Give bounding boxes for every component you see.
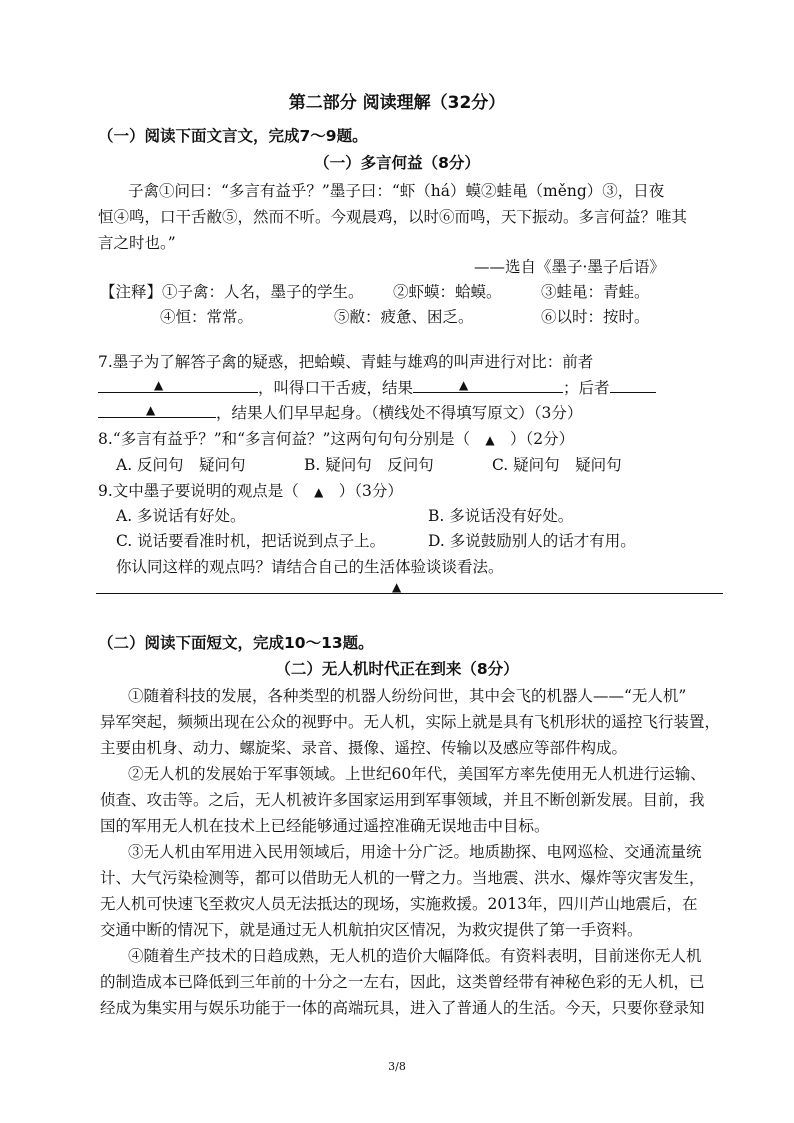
classical-text-line: 言之时也。” bbox=[98, 234, 176, 252]
answer-blank[interactable] bbox=[413, 376, 563, 393]
q9-followup: 你认同这样的观点吗？请结合自己的生活体验谈谈看法。 bbox=[116, 558, 504, 576]
q8-text: 8.“多言有益乎？”和“多言何益？”这两句句句分别是（ bbox=[98, 430, 470, 448]
q9-stem bbox=[98, 479, 403, 501]
note-item: ②虾蟆：蛤蟆。 bbox=[393, 283, 502, 301]
article-line: 主要由机身、动力、螺旋桨、录音、摄像、遥控、传输以及感应等部件构成。 bbox=[100, 739, 628, 757]
section2-title: （二）无人机时代正在到来（8分） bbox=[275, 660, 519, 678]
page-number: 3/8 bbox=[388, 1060, 406, 1073]
q8-stem bbox=[98, 427, 574, 449]
q7-line3 bbox=[98, 401, 582, 423]
answer-blank[interactable] bbox=[98, 376, 258, 393]
q9-option-a[interactable]: A. 多说话有好处。 bbox=[116, 507, 246, 525]
section1-heading: （一）阅读下面文言文，完成7～9题。 bbox=[98, 127, 368, 145]
q9-option-d[interactable]: D. 多说鼓励别人的话才有用。 bbox=[428, 532, 636, 550]
q7-text: ；后者 bbox=[563, 379, 610, 397]
article-line: 交通中断的情况下，就是通过无人机航拍灾区情况，为救灾提供了第一手资料。 bbox=[100, 921, 643, 939]
q9-text: ）（3分） bbox=[338, 482, 403, 500]
source-citation: ——选自《墨子·墨子后语》 bbox=[474, 258, 665, 276]
note-item: ⑥以时：按时。 bbox=[541, 308, 650, 326]
article-line: ④随着生产技术的日趋成熟，无人机的造价大幅降低。有资料表明，目前迷你无人机 bbox=[128, 947, 702, 965]
q8-option-b[interactable]: B. 疑问句 反问句 bbox=[304, 456, 434, 474]
article-line: 异军突起，频频出现在公众的视野中。无人机，实际上就是具有飞机形状的遥控飞行装置， bbox=[100, 713, 721, 731]
section2-heading: （二）阅读下面短文，完成10～13题。 bbox=[98, 634, 374, 652]
answer-blank[interactable] bbox=[98, 401, 216, 418]
note-item: ④恒：常常。 bbox=[160, 308, 254, 326]
answer-blank[interactable] bbox=[610, 376, 656, 393]
answer-marker-icon[interactable]: ▲ bbox=[314, 485, 324, 499]
article-line: ①随着科技的发展，各种类型的机器人纷纷问世，其中会飞的机器人——“无人机” bbox=[128, 687, 687, 705]
q9-text: 9.文中墨子要说明的观点是（ bbox=[98, 482, 299, 500]
q8-option-a[interactable]: A. 反问句 疑问句 bbox=[116, 456, 246, 474]
q7-text: ，结果人们早早起身。（横线处不得填写原文）（3分） bbox=[216, 404, 583, 422]
part-title: 第二部分 阅读理解（32分） bbox=[288, 93, 506, 113]
answer-marker-icon[interactable]: ▲ bbox=[392, 580, 402, 594]
article-line: 侦查、攻击等。之后，无人机被许多国家运用到军事领域，并且不断创新发展。目前，我 bbox=[100, 791, 705, 809]
article-line: 国的军用无人机在技术上已经能够通过遥控准确无误地击中目标。 bbox=[100, 817, 550, 835]
q8-option-c[interactable]: C. 疑问句 疑问句 bbox=[492, 456, 622, 474]
article-line: ③无人机由军用进入民用领域后，用途十分广泛。地质勘探、电网巡检、交通流量统 bbox=[128, 843, 702, 861]
classical-text bbox=[98, 178, 728, 256]
article-body bbox=[100, 683, 724, 1021]
article-line: 经成为集实用与娱乐功能于一体的高端玩具，进入了普通人的生活。今天，只要你登录知 bbox=[100, 999, 705, 1017]
q9-option-c[interactable]: C. 说话要看准时机，把话说到点子上。 bbox=[116, 532, 386, 550]
note-item: ③蛙黾：青蛙。 bbox=[541, 283, 650, 301]
answer-marker-icon: ▲ bbox=[146, 403, 156, 417]
q9-option-b[interactable]: B. 多说话没有好处。 bbox=[428, 507, 574, 525]
notes-label: 【注释】 bbox=[100, 283, 163, 301]
q7-line2 bbox=[98, 376, 656, 398]
note-item: ⑤敝：疲惫、困乏。 bbox=[334, 308, 474, 326]
answer-marker-icon: ▲ bbox=[154, 378, 164, 392]
q8-text: ）（2分） bbox=[510, 430, 575, 448]
note-item: ①子禽：人名，墨子的学生。 bbox=[162, 283, 364, 301]
answer-marker-icon[interactable]: ▲ bbox=[485, 433, 495, 447]
q7-stem: 7.墨子为了解答子禽的疑惑，把蛤蟆、青蛙与雄鸡的叫声进行对比：前者 bbox=[98, 353, 594, 371]
article-line: 的制造成本已降低到三年前的十分之一左右，因此，这类曾经带有神秘色彩的无人机，已 bbox=[100, 973, 705, 991]
article-line: ②无人机的发展始于军事领域。上世纪60年代，美国军方率先使用无人机进行运输、 bbox=[128, 765, 706, 783]
section1-title: （一）多言何益（8分） bbox=[314, 154, 480, 172]
classical-text-line: 子禽①问曰：“多言有益乎？”墨子曰：“虾（há）蟆②蛙黾（měng）③，日夜 bbox=[128, 182, 665, 200]
article-line: 计、大气污染检测等，都可以借助无人机的一臂之力。当地震、洪水、爆炸等灾害发生， bbox=[100, 869, 705, 887]
answer-marker-icon: ▲ bbox=[459, 378, 469, 392]
notes-row bbox=[100, 280, 364, 302]
article-line: 无人机可快速飞至救灾人员无法抵达的现场，实施救援。2013年，四川芦山地震后，在 bbox=[100, 895, 698, 913]
answer-line[interactable] bbox=[96, 593, 723, 594]
q7-text: ，叫得口干舌疲，结果 bbox=[258, 379, 414, 397]
classical-text-line: 恒④鸣，口干舌敝⑤，然而不听。今观晨鸡，以时⑥而鸣，天下振动。多言何益？唯其 bbox=[98, 208, 688, 226]
